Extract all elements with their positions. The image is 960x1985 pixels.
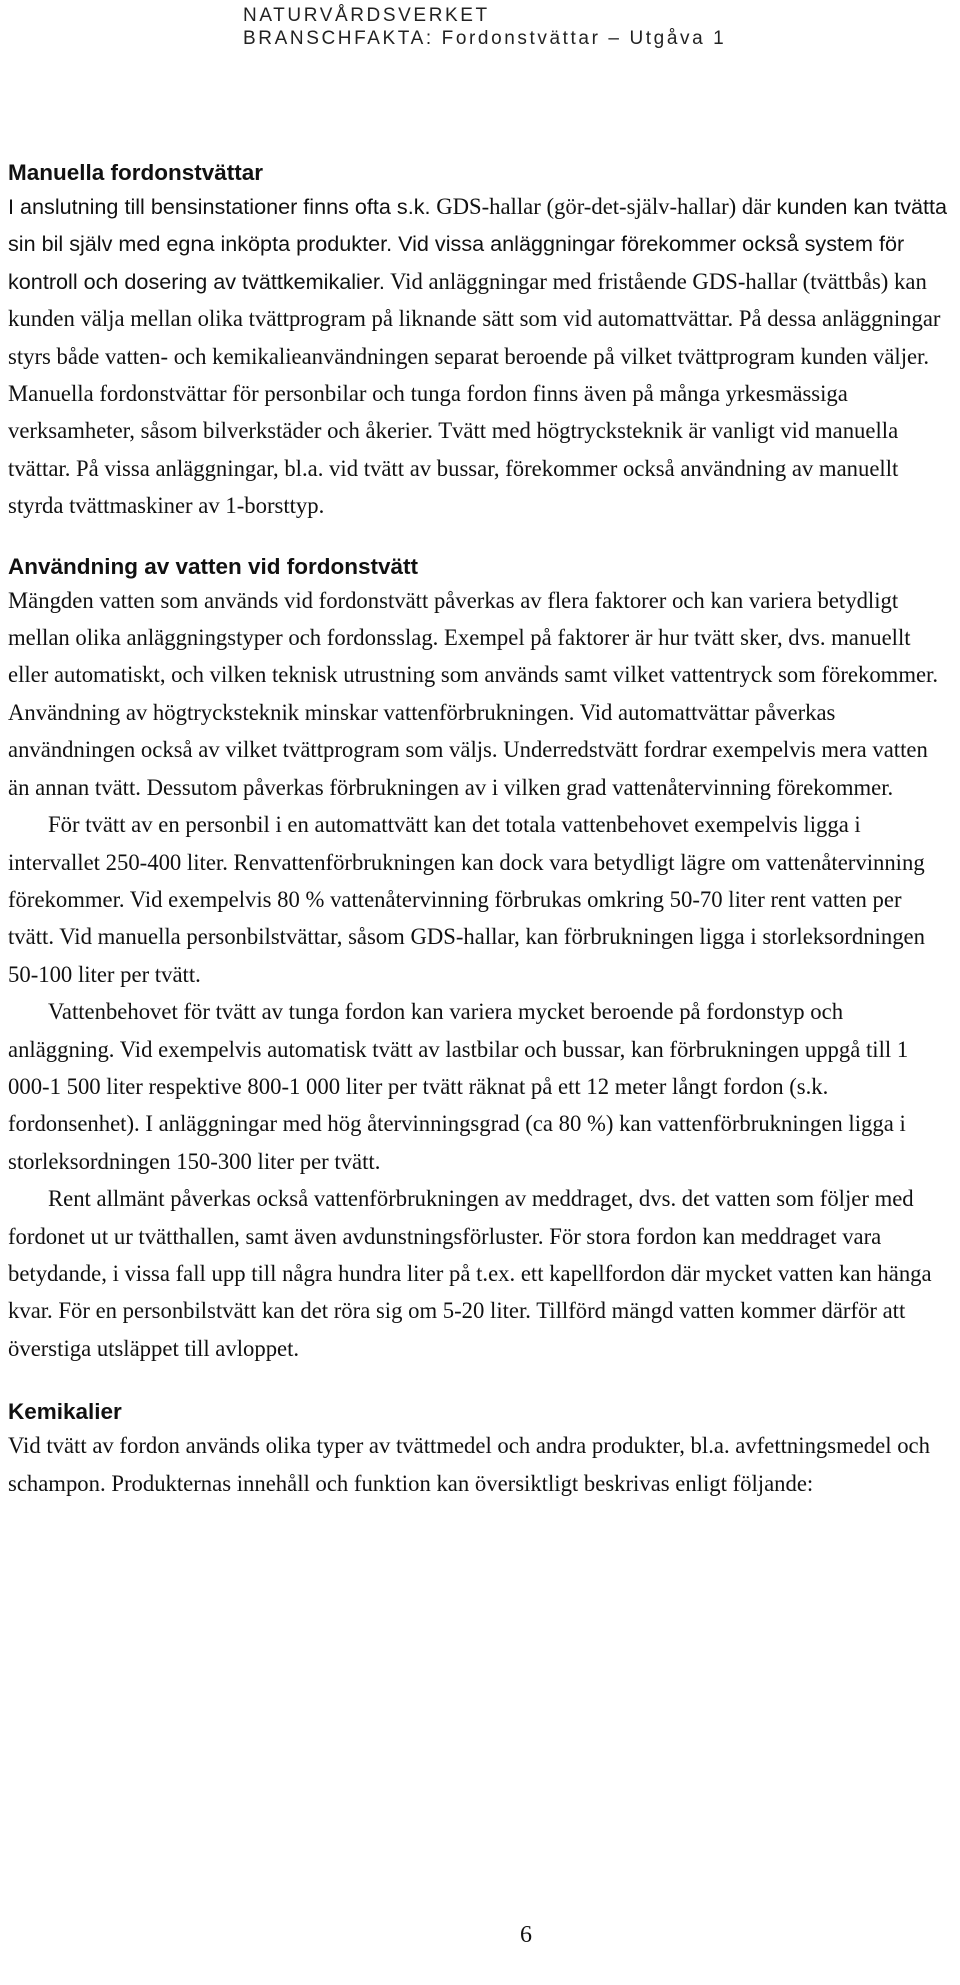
paragraph-segment: kunden kan tvätta sin bil själv med egna inköpta produkter. Vid vissa anläggningar förekommer också system för kontroll och dosering av tvättkemikalier. — [8, 194, 948, 294]
header-series: BRANSCHFAKTA: Fordonstvättar – Utgåva 1 — [243, 28, 727, 49]
paragraph-segment: I anslutning till bensinstationer finns ofta s.k. — [8, 194, 431, 219]
paragraph-car-water: För tvätt av en personbil i en automattvätt kan det totala vattenbehovet exempelvis ligga i intervallet 250-400 liter. Renvattenförbrukningen kan dock vara betydligt lägre om vattenåtervinning förekommer. Vid exempelvis 80 % vattenåtervinning förbrukas omkring 50-70 liter rent vatten per tvätt. Vid manuella personbilstvättar, såsom GDS-hallar, kan förbrukningen ligga i storleksordningen 50-100 liter per tvätt. — [8, 812, 925, 987]
paragraph-segment: GDS-hallar (gör-det-själv-hallar) där — [430, 194, 771, 219]
section-heading-manual-wash: Manuella fordonstvättar — [8, 160, 264, 185]
paragraph-segment: Vid anläggningar med fristående GDS-hallar (tvättbås) kan kunden välja mellan olika tvättprogram på liknande sätt som vid automattvättar. På dessa anläggningar styrs både vatten- och kemikalieanvändningen separat beroende på vilket tvättprogram kunden väljer. Manuella fordonstvättar för personbilar och tunga fordon finns även på många yrkesmässiga verksamheter, såsom bilverkstäder och åkerier. Tvätt med högtrycksteknik är vanligt vid manuella tvättar. På vissa anläggningar, bl.a. vid tvätt av bussar, förekommer också användning av manuellt styrda tvättmaskiner av 1-borsttyp. — [8, 268, 941, 519]
document-body — [8, 158, 953, 1502]
section-heading-chemicals: Kemikalier — [8, 1399, 122, 1425]
paragraph-heavy-vehicle-water: Vattenbehovet för tvätt av tunga fordon kan variera mycket beroende på fordonstyp och anläggning. Vid exempelvis automatisk tvätt av lastbilar och bussar, kan förbrukningen uppgå till 1 000-1 500 liter respektive 800-1 000 liter per tvätt räknat på ett 12 meter långt fordon (s.k. fordonsenhet). I anläggningar med hög återvinningsgrad (ca 80 %) kan vattenförbrukningen ligga i storleksordningen 150-300 liter per tvätt. — [8, 999, 909, 1174]
paragraph-water-factors: Mängden vatten som används vid fordonstvätt påverkas av flera faktorer och kan variera betydligt mellan olika anläggningstyper och fordonsslag. Exempel på faktorer är hur tvätt sker, dvs. manuellt eller automatiskt, och vilken teknisk utrustning som används samt vilket vattentryck som förekommer. Användning av högtrycksteknik minskar vattenförbrukningen. Vid automattvättar påverkas användningen också av vilket tvättprogram som väljs. Underredstvätt fordrar exempelvis mera vatten än annan tvätt. Dessutom påverkas förbrukningen av i vilken grad vattenåtervinning förekommer. — [8, 587, 939, 800]
paragraph-carry-over: Rent allmänt påverkas också vattenförbrukningen av meddraget, dvs. det vatten som följer med fordonet ut ur tvätthallen, samt även avdunstningsförluster. För stora fordon kan meddraget vara betydande, i vissa fall upp till några hundra liter på t.ex. ett kapellfordon där mycket vatten kan hänga kvar. För en personbilstvätt kan det röra sig om 5-20 liter. Tillförd mängd vatten kommer därför att överstiga utsläppet till avloppet. — [8, 1186, 932, 1361]
section-heading-water-use: Användning av vatten vid fordonstvätt — [8, 553, 419, 579]
paragraph-chemicals: Vid tvätt av fordon används olika typer av tvättmedel och andra produkter, bl.a. avfettningsmedel och schampon. Produkternas innehåll och funktion kan översiktligt beskrivas enligt följande: — [8, 1433, 930, 1496]
header-org: NATURVÅRDSVERKET — [243, 5, 490, 26]
paragraph-manual-wash — [8, 188, 953, 525]
page-header — [243, 4, 726, 50]
page-number: 6 — [520, 1922, 532, 1948]
